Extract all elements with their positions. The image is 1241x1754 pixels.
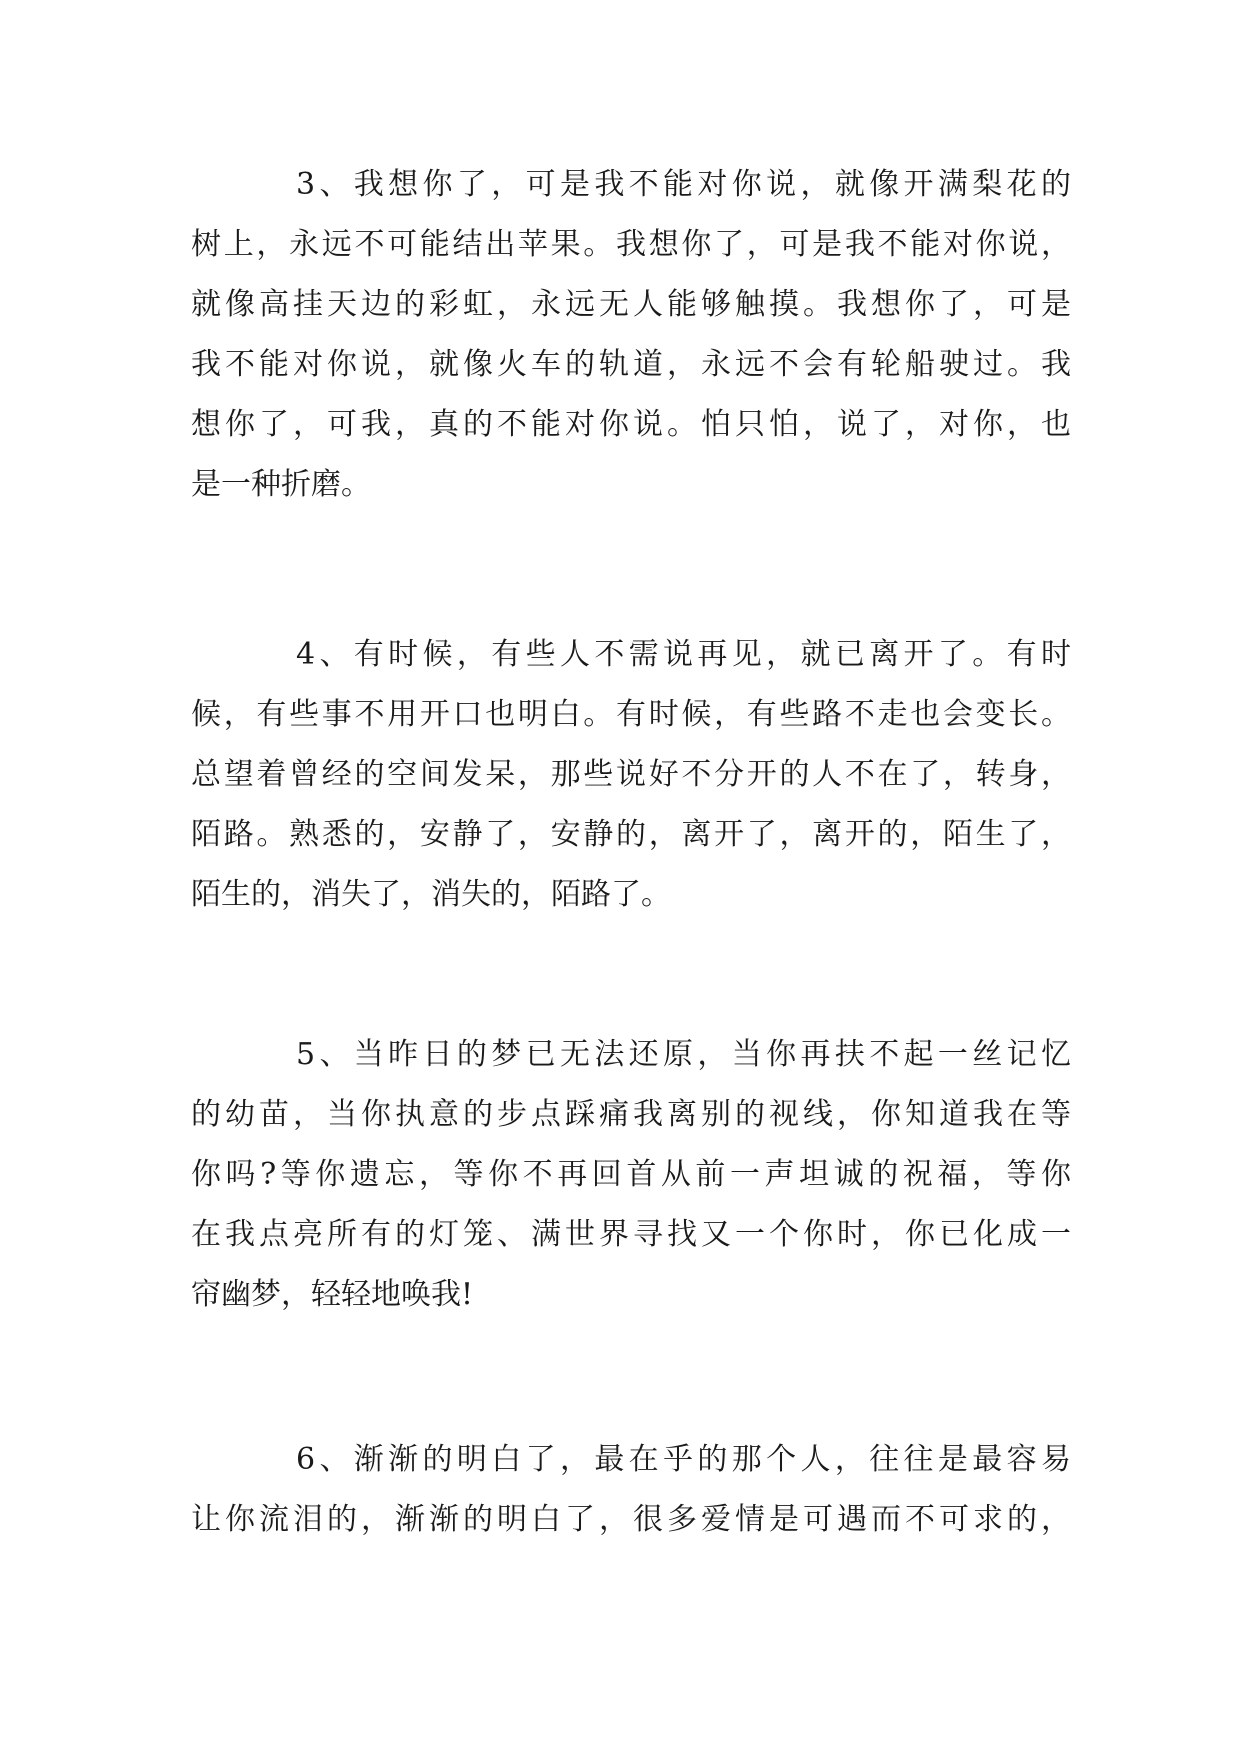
text-line: 总望着曾经的空间发呆，那些说好不分开的人不在了，转身， [191,757,1071,792]
paragraph-6 [191,1430,1071,1550]
paragraph-4 [191,625,1071,925]
text-line: 我不能对你说，就像火车的轨道，永远不会有轮船驶过。我 [191,347,1071,382]
text-line: 4、有时候，有些人不需说再见，就已离开了。有时 [296,637,1071,672]
text-line: 让你流泪的，渐渐的明白了，很多爱情是可遇而不可求的， [191,1502,1071,1537]
text-line: 在我点亮所有的灯笼、满世界寻找又一个你时，你已化成一 [191,1217,1071,1252]
text-line: 陌生的，消失了，消失的，陌路了。 [191,877,671,912]
text-line: 3、我想你了，可是我不能对你说，就像开满梨花的 [296,167,1071,202]
paragraph-3 [191,155,1071,515]
text-line: 就像高挂天边的彩虹，永远无人能够触摸。我想你了，可是 [191,287,1071,322]
text-line: 的幼苗，当你执意的步点踩痛我离别的视线，你知道我在等 [191,1097,1071,1132]
text-line: 6、渐渐的明白了，最在乎的那个人，往往是最容易 [296,1442,1071,1477]
text-line: 帘幽梦，轻轻地唤我! [191,1277,474,1312]
text-line: 是一种折磨。 [191,467,371,502]
text-line: 5、当昨日的梦已无法还原，当你再扶不起一丝记忆 [296,1037,1071,1072]
text-line: 你吗?等你遗忘，等你不再回首从前一声坦诚的祝福，等你 [191,1157,1071,1192]
text-line: 想你了，可我，真的不能对你说。怕只怕，说了，对你，也 [191,407,1071,442]
text-line: 树上，永远不可能结出苹果。我想你了，可是我不能对你说， [191,227,1071,262]
text-line: 候，有些事不用开口也明白。有时候，有些路不走也会变长。 [191,697,1071,732]
text-line: 陌路。熟悉的，安静了，安静的，离开了，离开的，陌生了， [191,817,1071,852]
paragraph-5 [191,1025,1071,1325]
